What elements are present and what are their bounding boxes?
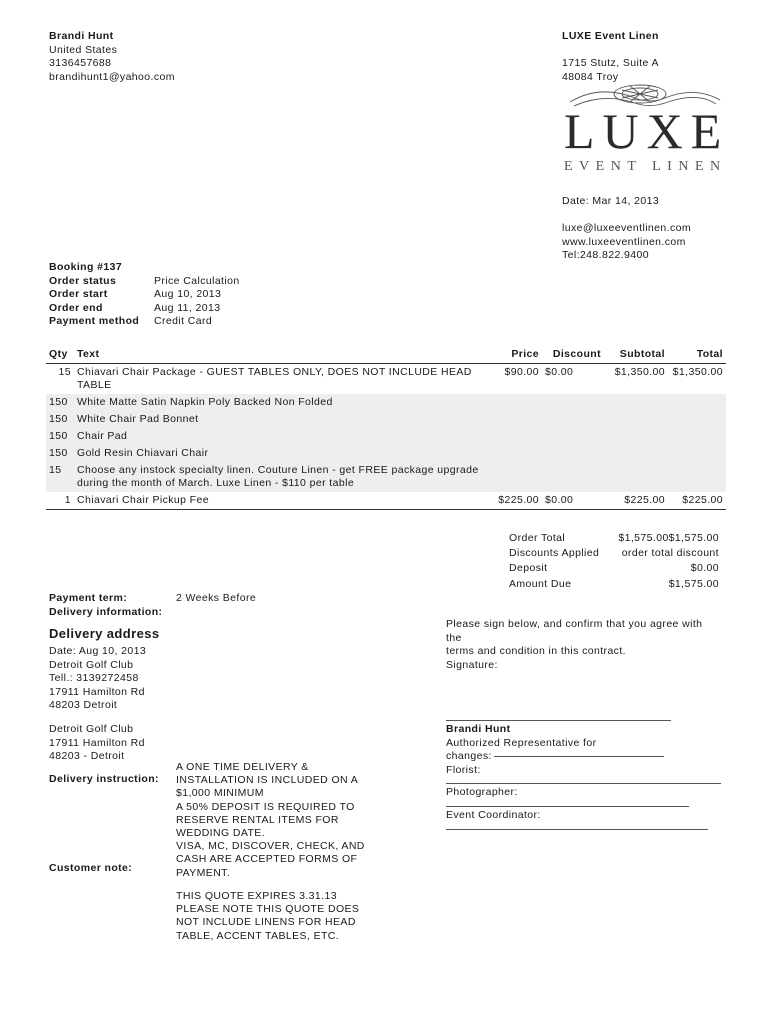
quote-date: Date: Mar 14, 2013 [562, 195, 660, 207]
totals-value: $0.00 [690, 562, 719, 575]
cell-price: $225.00 [494, 492, 542, 510]
customer-note [176, 890, 391, 943]
booking-value: Credit Card [154, 315, 213, 328]
company-website: www.luxeeventlinen.com [562, 235, 686, 248]
cell-subtotal [604, 445, 668, 462]
florist-label: Florist: [446, 763, 481, 776]
cell-subtotal: $225.00 [604, 492, 668, 510]
booking-label: Order end [49, 301, 103, 314]
instruction-line: A ONE TIME DELIVERY & [176, 761, 309, 773]
header-total: Total [668, 345, 726, 364]
delivery-address-title: Delivery address [49, 626, 160, 641]
cell-qty: 15 [46, 462, 74, 492]
company-phone: Tel:248.822.9400 [562, 249, 649, 262]
changes-label: changes: [446, 750, 492, 763]
booking-label: Order start [49, 288, 108, 301]
cell-text: Chiavari Chair Package - GUEST TABLES ONLY, DOES NOT INCLUDE HEAD TABLE [77, 366, 472, 391]
cell-qty: 1 [46, 492, 74, 510]
totals-label: Discounts Applied [509, 547, 600, 560]
booking-label: Order status [49, 274, 117, 287]
cell-text: White Matte Satin Napkin Poly Backed Non Folded [74, 394, 494, 411]
customer-info [49, 30, 175, 84]
cell-price [494, 428, 542, 445]
delivery-info-label: Delivery information: [49, 605, 163, 618]
instruction-line: CASH ARE ACCEPTED FORMS OF [176, 853, 358, 866]
cell-subtotal [604, 394, 668, 411]
totals-row [509, 546, 719, 561]
cell-total [668, 445, 726, 462]
coordinator-label: Event Coordinator: [446, 808, 541, 821]
payment-term-value: 2 Weeks Before [176, 592, 257, 604]
company-logo [560, 80, 725, 176]
cell-price [494, 445, 542, 462]
cell-price: $90.00 [504, 366, 539, 378]
delivery-instruction [176, 761, 391, 880]
cell-total [668, 462, 726, 492]
logo-ornament-icon [560, 80, 725, 176]
delivery-line: 48203 Detroit [49, 699, 118, 712]
logo-subtitle: EVENT LINEN [564, 159, 725, 174]
cell-subtotal [604, 428, 668, 445]
signature-intro-line: Please sign below, and confirm that you agree with [446, 618, 703, 630]
photographer-label: Photographer: [446, 786, 518, 799]
cell-total: $225.00 [668, 492, 726, 510]
delivery-line: Date: Aug 10, 2013 [49, 645, 147, 657]
cell-text: Chiavari Chair Pickup Fee [74, 492, 494, 510]
booking-value: Price Calculation [154, 274, 240, 287]
cell-discount: $0.00 [542, 492, 604, 510]
booking-row [49, 302, 240, 316]
delivery-address-secondary [49, 723, 145, 764]
payment-info [49, 592, 256, 619]
cell-price [494, 462, 542, 492]
company-info [562, 30, 659, 84]
instruction-line: PAYMENT. [176, 866, 231, 879]
table-row [46, 428, 726, 445]
signature-block [446, 714, 726, 832]
totals-row [509, 561, 719, 576]
cell-subtotal [604, 462, 668, 492]
booking-value: Aug 10, 2013 [154, 288, 222, 301]
totals-value: order total discount [621, 547, 719, 560]
header-discount: Discount [542, 345, 604, 364]
cell-text: Gold Resin Chiavari Chair [74, 445, 494, 462]
instruction-line: VISA, MC, DISCOVER, CHECK, AND [176, 840, 365, 853]
cell-discount [542, 445, 604, 462]
cell-text: White Chair Pad Bonnet [74, 411, 494, 428]
instruction-line: $1,000 MINIMUM [176, 787, 264, 800]
cell-total [668, 394, 726, 411]
note-line: PLEASE NOTE THIS QUOTE DOES [176, 903, 360, 916]
header-price: Price [494, 345, 542, 364]
customer-country: United States [49, 43, 118, 56]
table-row [46, 462, 726, 492]
booking-row [49, 315, 240, 329]
signature-line[interactable] [446, 714, 671, 721]
booking-row [49, 288, 240, 302]
cell-qty: 150 [46, 394, 74, 411]
cell-subtotal: $1,350.00 [614, 366, 665, 378]
booking-value: Aug 11, 2013 [154, 301, 221, 314]
totals-summary [509, 531, 719, 592]
items-table [46, 345, 726, 510]
totals-label: Deposit [509, 562, 548, 575]
signer-name: Brandi Hunt [446, 723, 511, 735]
delivery-line: Detroit Golf Club [49, 658, 134, 671]
cell-qty: 150 [46, 445, 74, 462]
delivery-line: Tell.: 3139272458 [49, 672, 139, 685]
header-subtotal: Subtotal [604, 345, 668, 364]
note-line: TABLE, ACCENT TABLES, ETC. [176, 929, 340, 942]
changes-row [446, 750, 726, 764]
header-text: Text [74, 345, 494, 364]
delivery-line: 17911 Hamilton Rd [49, 736, 145, 749]
customer-email: brandihunt1@yahoo.com [49, 70, 175, 83]
note-line: NOT INCLUDE LINENS FOR HEAD [176, 916, 356, 929]
signature-intro-line: terms and condition in this contract. [446, 645, 626, 658]
company-address-line1: 1715 Stutz, Suite A [562, 57, 659, 70]
authorized-label: Authorized Representative for [446, 736, 597, 749]
company-name: LUXE Event Linen [562, 30, 659, 42]
changes-line[interactable] [494, 750, 664, 757]
florist-line[interactable] [446, 777, 721, 784]
company-contact [562, 195, 691, 263]
table-header-row [46, 345, 726, 364]
totals-label: Amount Due [509, 577, 572, 590]
cell-qty: 15 [58, 366, 71, 378]
totals-label: Order Total [509, 532, 566, 544]
photographer-line[interactable] [446, 800, 689, 807]
company-email: luxe@luxeeventlinen.com [562, 222, 692, 235]
logo-wordmark: LUXE [564, 103, 725, 159]
cell-total: $1,350.00 [672, 366, 723, 378]
cell-discount [542, 394, 604, 411]
cell-price [494, 411, 542, 428]
coordinator-line[interactable] [446, 823, 708, 830]
table-row [46, 364, 726, 395]
table-row [46, 411, 726, 428]
totals-row [509, 577, 719, 592]
customer-name: Brandi Hunt [49, 30, 114, 42]
totals-value: $1,575.00$1,575.00 [618, 532, 719, 544]
totals-row [509, 531, 719, 546]
cell-text: Choose any instock specialty linen. Couture Linen - get FREE package upgrade during the month of March. Luxe Linen - $110 per table [74, 462, 494, 492]
instruction-line: A 50% DEPOSIT IS REQUIRED TO [176, 800, 355, 813]
cell-price [494, 394, 542, 411]
table-row [46, 394, 726, 411]
delivery-address [49, 645, 146, 713]
company-address-line2: 48084 Troy [562, 70, 619, 83]
signature-label: Signature: [446, 658, 498, 671]
instruction-line: RESERVE RENTAL ITEMS FOR [176, 813, 339, 826]
customer-phone: 3136457688 [49, 57, 112, 70]
cell-total [668, 428, 726, 445]
payment-term-label: Payment term: [49, 592, 128, 604]
cell-discount: $0.00 [545, 366, 574, 378]
signature-intro-line: the [446, 631, 462, 644]
table-row [46, 445, 726, 462]
cell-qty: 150 [46, 428, 74, 445]
booking-title: Booking #137 [49, 261, 123, 273]
instruction-line: WEDDING DATE. [176, 827, 266, 840]
cell-text: Chair Pad [74, 428, 494, 445]
delivery-instruction-label: Delivery instruction: [49, 773, 159, 785]
booking-details [49, 261, 240, 329]
note-line: THIS QUOTE EXPIRES 3.31.13 [176, 890, 337, 902]
delivery-line: 48203 - Detroit [49, 750, 125, 763]
cell-discount [542, 428, 604, 445]
delivery-line: 17911 Hamilton Rd [49, 685, 145, 698]
table-row [46, 492, 726, 510]
cell-total [668, 411, 726, 428]
signature-intro [446, 618, 721, 672]
cell-discount [542, 411, 604, 428]
cell-qty: 150 [46, 411, 74, 428]
booking-row [49, 275, 240, 289]
instruction-line: INSTALLATION IS INCLUDED ON A [176, 774, 359, 787]
totals-value: $1,575.00 [668, 577, 719, 590]
header-qty: Qty [46, 345, 74, 364]
delivery-line: Detroit Golf Club [49, 723, 134, 735]
booking-label: Payment method [49, 315, 140, 328]
customer-note-label: Customer note: [49, 862, 133, 874]
cell-subtotal [604, 411, 668, 428]
cell-discount [542, 462, 604, 492]
